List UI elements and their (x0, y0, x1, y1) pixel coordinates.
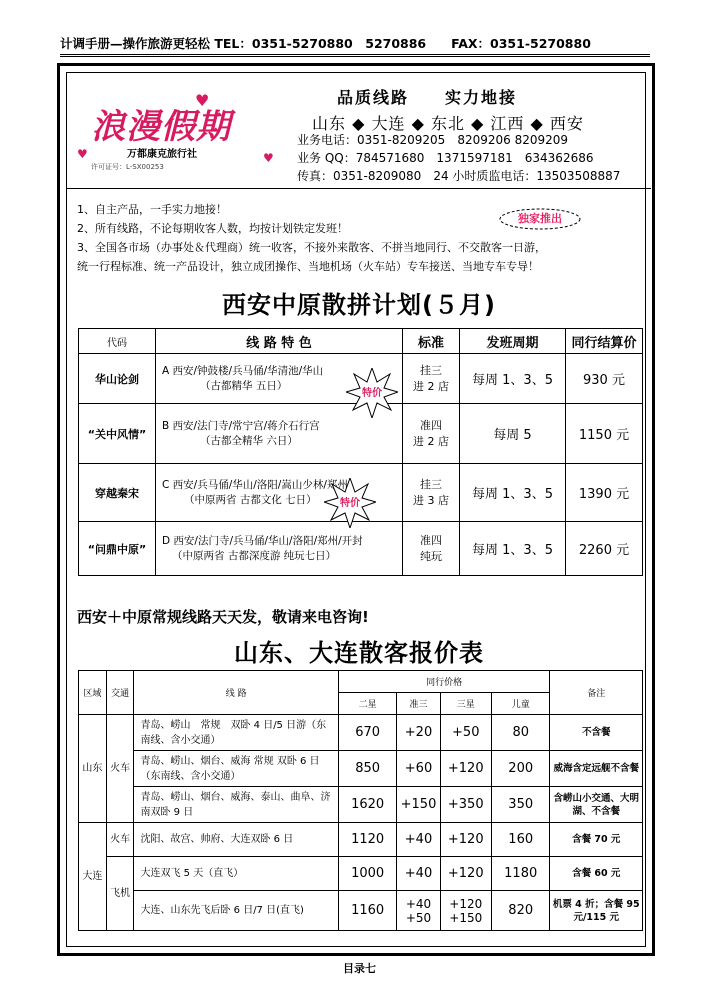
price-three-star: +120 (440, 823, 491, 857)
fax-hotline: 传真：0351-8209080 24 小时质监电话：13503508887 (297, 169, 621, 183)
special-price-label: 特价 (362, 388, 382, 399)
note-line: 1、自主产品，一手实力地接！ (77, 203, 227, 216)
xian-title: 西安中原散拼计划(５月) (222, 291, 496, 319)
standard-level: 准四 (420, 533, 442, 547)
standard-shops: 纯玩 (420, 549, 442, 563)
xian-daily-note: 西安＋中原常规线路天天发，敬请来电咨询! (77, 608, 369, 626)
top-bar: 计调手册—操作旅游更轻松 TEL：0351-5270880 5270886 FAX：0351-5270880 (60, 34, 650, 57)
note-line: 2、所有线路，不论每期收客人数，均按计划铁定发班！ (77, 222, 348, 235)
remark: 含餐 60 元 (550, 857, 643, 891)
price-child: 1180 (491, 857, 550, 891)
price-three-star: +50 (440, 715, 491, 751)
route-price: 1150 元 (566, 404, 643, 464)
region-dalian: 大连 (79, 823, 107, 931)
price-child: 820 (491, 891, 550, 931)
route-code: “关中风情” (79, 404, 156, 464)
table-row (79, 715, 643, 751)
route-stops: A 西安/钟鼓楼/兵马俑/华清池/华山 (162, 364, 324, 377)
price-child: 80 (491, 715, 550, 751)
inner-frame (66, 72, 646, 947)
route-code: 华山论剑 (79, 354, 156, 404)
route-price: 930 元 (566, 354, 643, 404)
business-qq: 业务 QQ：784571680 1371597181 634362686 (297, 151, 594, 165)
standard-shops: 进 2 店 (413, 434, 449, 448)
price-near-three: +40 (397, 857, 440, 891)
route-detail (156, 522, 403, 576)
transport-train: 火车 (106, 823, 134, 857)
price-two-star: 850 (338, 751, 397, 787)
price-child: 200 (491, 751, 550, 787)
transport-train: 火车 (106, 715, 134, 823)
price-two-star: 1620 (338, 787, 397, 823)
exclusive-badge (497, 206, 583, 232)
price-two-star: 1120 (338, 823, 397, 857)
table-row (79, 354, 643, 404)
slogan: 品质线路 实力地接 (337, 88, 518, 107)
transport-plane: 飞机 (106, 857, 134, 931)
route-detail (156, 464, 403, 522)
table-row (79, 787, 643, 823)
header-three-star: 三星 (440, 693, 491, 715)
table-row (79, 404, 643, 464)
price-near-three: +40 (397, 823, 440, 857)
route-standard (403, 354, 460, 404)
table-row (79, 751, 643, 787)
price-near-three: +150 (397, 787, 440, 823)
route-standard (403, 522, 460, 576)
price-three-star: +120 (440, 751, 491, 787)
route-period: 每周 1、3、5 (460, 522, 566, 576)
agency-name: 万都康克旅行社 (127, 149, 197, 160)
price-near-three: +20 (397, 715, 440, 751)
price-two-star: 670 (338, 715, 397, 751)
remark: 含崂山小交通、大明湖、不含餐 (550, 787, 643, 823)
header-remark: 备注 (550, 671, 643, 715)
route-price: 1390 元 (566, 464, 643, 522)
route-note: （中原两省 古都文化 七日） (184, 493, 317, 506)
price-three-star: +350 (440, 787, 491, 823)
badge-label: 独家推出 (518, 212, 562, 225)
header-region: 区域 (79, 671, 107, 715)
table-row (79, 464, 643, 522)
logo-text: 浪漫假期 (91, 107, 231, 147)
table-row (79, 522, 643, 576)
route-code: 穿越秦宋 (79, 464, 156, 522)
divider (67, 188, 651, 189)
price-child: 350 (491, 787, 550, 823)
price-near-three: +60 (397, 751, 440, 787)
table-header (79, 671, 643, 693)
header (67, 73, 651, 188)
header-code: 代码 (79, 329, 156, 354)
table-row (79, 857, 643, 891)
header-two-star: 二星 (338, 693, 397, 715)
route-detail: 青岛、崂山 常规 双卧 4 日/5 日游（东南线、含小交通） (134, 715, 338, 751)
route-period: 每周 1、3、5 (460, 464, 566, 522)
route-detail (156, 404, 403, 464)
heart-icon: ♥ (77, 147, 88, 161)
route-note: （中原两省 古都深度游 纯玩七日） (172, 549, 337, 562)
route-standard (403, 404, 460, 464)
standard-level: 挂三 (420, 363, 442, 377)
route-stops: C 西安/兵马俑/华山/洛阳/嵩山少林/郑州 (162, 478, 348, 491)
table-row (79, 891, 643, 931)
route-stops: B 西安/法门寺/常宁宫/蒋介石行宫 (162, 419, 320, 432)
header-standard: 标准 (403, 329, 460, 354)
shandong-title: 山东、大连散客报价表 (234, 639, 484, 667)
standard-shops: 进 3 店 (413, 493, 449, 507)
route-code: “问鼎中原” (79, 522, 156, 576)
header-price: 同行结算价 (566, 329, 643, 354)
heart-icon: ♥ (263, 151, 274, 165)
route-price: 2260 元 (566, 522, 643, 576)
page-frame (57, 63, 655, 956)
route-detail: 青岛、崂山、烟台、威海、泰山、曲阜、济南双卧 9 日 (134, 787, 338, 823)
table-header (79, 329, 643, 354)
price-two-star: 1160 (338, 891, 397, 931)
special-price-label: 特价 (340, 498, 360, 509)
route-detail: 大连双飞 5 天（直飞） (134, 857, 338, 891)
special-price-burst (324, 478, 376, 528)
shandong-table (78, 670, 643, 931)
region-shandong: 山东 (79, 715, 107, 823)
route-detail: 沈阳、故宫、帅府、大连双卧 6 日 (134, 823, 338, 857)
remark: 威海含定远舰不含餐 (550, 751, 643, 787)
route-stops: D 西安/法门寺/兵马俑/华山/洛阳/郑州/开封 (162, 534, 363, 547)
remark: 不含餐 (550, 715, 643, 751)
header-transport: 交通 (106, 671, 134, 715)
route-period: 每周 1、3、5 (460, 354, 566, 404)
header-child: 儿童 (491, 693, 550, 715)
header-near-three-star: 准三 (397, 693, 440, 715)
heart-icon: ♥ (195, 91, 210, 110)
standard-level: 挂三 (420, 477, 442, 491)
route-note: （古都精华 五日） (200, 379, 288, 392)
business-phone: 业务电话：0351-8209205 8209206 8209209 (297, 133, 569, 147)
note-line: 统一行程标准、统一产品设计，独立成团操作、当地机场（火车站）专车接送、当地专车专导！ (77, 260, 539, 273)
license-number: 许可证号：L-SX00253 (91, 163, 164, 171)
route-detail: 大连、山东先飞后卧 6 日/7 日(直飞) (134, 891, 338, 931)
route-detail (156, 354, 403, 404)
route-period: 每周 5 (460, 404, 566, 464)
standard-shops: 进 2 店 (413, 379, 449, 393)
price-three-star: +120 +150 (440, 891, 491, 931)
route-detail: 青岛、崂山、烟台、威海 常规 双卧 6 日（东南线、含小交通） (134, 751, 338, 787)
header-route: 线 路 (134, 671, 338, 715)
header-price: 同行价格 (338, 671, 550, 693)
route-note: （古都全精华 六日） (200, 434, 298, 447)
remark: 含餐 70 元 (550, 823, 643, 857)
page-footer: 目录七 (343, 962, 376, 975)
note-line: 3、全国各市场（办事处＆代理商）统一收客，不接外来散客、不拼当地同行、不交散客一日游， (77, 241, 546, 254)
price-near-three: +40 +50 (397, 891, 440, 931)
header-route: 线 路 特 色 (156, 329, 403, 354)
table-row (79, 823, 643, 857)
logo (77, 91, 287, 181)
regions: 山东 ◆ 大连 ◆ 东北 ◆ 江西 ◆ 西安 (312, 114, 584, 133)
route-standard (403, 464, 460, 522)
price-three-star: +120 (440, 857, 491, 891)
header-period: 发班周期 (460, 329, 566, 354)
standard-level: 准四 (420, 418, 442, 432)
price-child: 160 (491, 823, 550, 857)
remark: 机票 4 折；含餐 95 元/115 元 (550, 891, 643, 931)
price-two-star: 1000 (338, 857, 397, 891)
xian-table (78, 328, 643, 576)
